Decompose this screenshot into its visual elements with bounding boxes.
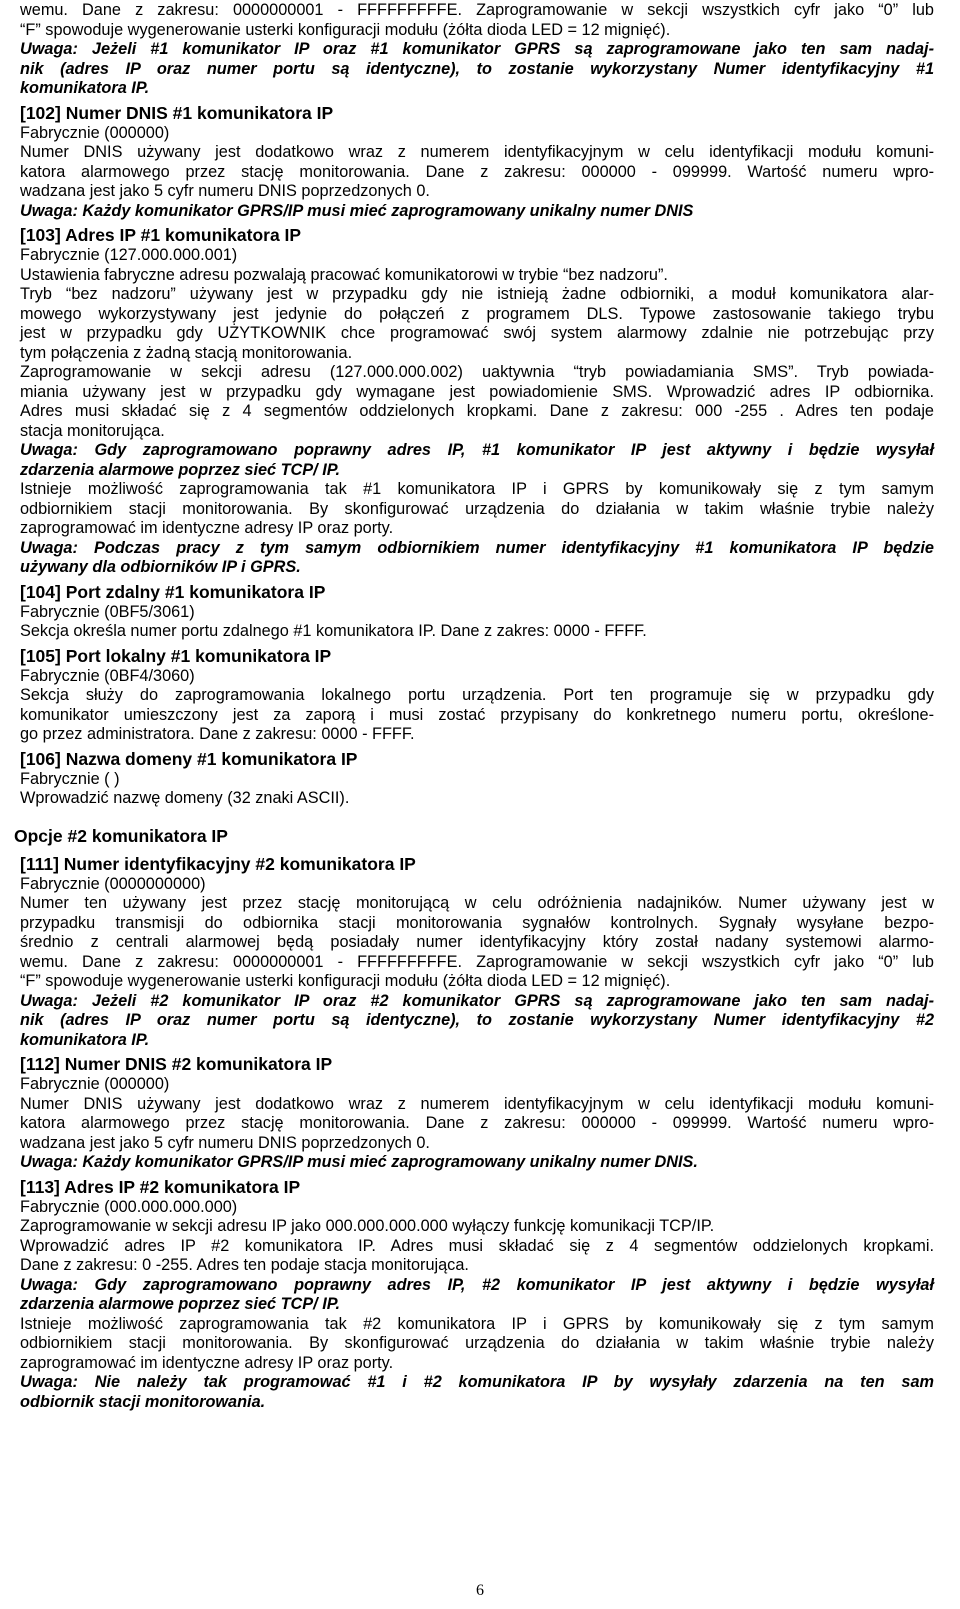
note-line: Uwaga: Jeżeli #2 komunikator IP oraz #2 komunikator GPRS są zaprogramowane jako ten sam nadaj-: [20, 991, 934, 1010]
section-106-body: [20, 770, 934, 809]
section-104-title: [104] Port zdalny #1 komunikatora IP: [20, 581, 326, 602]
text-line: Adres musi składać się z 4 segmentów oddzielonych kropkami. Dane z zakresu: 000 -255 . Adres ten podaje: [20, 402, 934, 420]
section-105-title: [105] Port lokalny #1 komunikatora IP: [20, 645, 332, 666]
text-line: Tryb “bez nadzoru” używany jest w przypadku gdy nie istnieją żadne odbiorniki, a moduł komunikatora alar-: [20, 285, 934, 303]
text-line: Wprowadzić nazwę domeny (32 znaki ASCII).: [20, 789, 350, 807]
default-value: Fabrycznie ( ): [20, 769, 120, 788]
section-103-title: [103] Adres IP #1 komunikatora IP: [20, 225, 302, 245]
text-line: średnio z centrali alarmowej będą posiadały numer identyfikacyjny który został nadany systemowi alarmo-: [20, 933, 934, 951]
default-value: Fabrycznie (0BF5/3061): [20, 602, 195, 621]
text-line: Numer DNIS używany jest dodatkowo wraz z numerem identyfikacyjnym w celu identyfikacji modułu komuni-: [20, 1094, 934, 1113]
section-113-note-2: [20, 1373, 934, 1412]
text-line: wadzana jest jako 5 cyfr numeru DNIS poprzedzonych 0.: [20, 182, 430, 200]
default-value: Fabrycznie (000000): [20, 123, 170, 142]
default-value: Fabrycznie (0000000000): [20, 874, 206, 893]
section-103-sms: [20, 363, 934, 441]
document-page: [14, 0, 934, 1412]
note-line: zdarzenia alarmowe poprzez sieć TCP/ IP.: [20, 460, 341, 479]
text-line: Istnieje możliwość zaprogramowania tak #2 komunikatora IP i GPRS by komunikowały się z tym samym: [20, 1314, 934, 1333]
text-line: komunikator umieszczony jest za zaporą i musi zostać przypisany do konkretnego numeru portu, określone-: [20, 705, 934, 724]
section-103-note-1: [20, 441, 934, 480]
text-line: Ustawienia fabryczne adresu pozwalają pracować komunikatorowi w trybie “bez nadzoru”.: [20, 265, 668, 284]
text-line: mowego wykorzystywany jest jedynie do połączeń z programem DLS. Typowe zastosowanie takiego trybu: [20, 304, 934, 323]
text-line: go przez administratora. Dane z zakresu: 0000 - FFFF.: [20, 725, 415, 743]
text-line: katora alarmowego przez stację monitorowania. Dane z zakresu: 000000 - 099999. Wartość numeru wpro-: [20, 1114, 934, 1132]
text-line: zaprogramować im identyczne adresy IP oraz porty.: [20, 1353, 394, 1372]
note-line: Uwaga: Podczas pracy z tym samym odbiornikiem numer identyfikacyjny #1 komunikatora IP będzie: [20, 538, 934, 557]
note-line: Uwaga: Gdy zaprogramowano poprawny adres IP, #2 komunikator IP jest aktywny i będzie wysyłał: [20, 1275, 934, 1294]
text-line: Dane z zakresu: 0 -255. Adres ten podaje stacja monitorująca.: [20, 1256, 469, 1274]
intro-paragraph: [20, 1, 934, 40]
default-value: Fabrycznie (0BF4/3060): [20, 666, 195, 685]
section-112-body: [20, 1075, 934, 1153]
page-number: 6: [476, 1582, 484, 1599]
note-line: odbiornik stacji monitorowania.: [20, 1392, 266, 1411]
section-104-body: [20, 603, 934, 642]
text-line: stacja monitorująca.: [20, 421, 165, 440]
note-line: używany dla odbiorników IP i GPRS.: [20, 558, 301, 576]
note-line: nik (adres IP oraz numer portu są identyczne), to zostanie wykorzystany Numer identyfikacyjny #1: [20, 59, 934, 78]
section-111-body: [20, 875, 934, 992]
section-102-body: [20, 143, 934, 202]
note-line: komunikatora IP.: [20, 1030, 150, 1049]
note-line: Uwaga: Każdy komunikator GPRS/IP musi mieć zaprogramowany unikalny numer DNIS: [20, 201, 694, 220]
section-102-default: [20, 124, 934, 144]
text-line: odbiornikiem stacji monitorowania. By skonfigurować urządzenia do działania w takim właśnie trybie należy: [20, 499, 934, 518]
section-111-note: [20, 992, 934, 1051]
note-line: zdarzenia alarmowe poprzez sieć TCP/ IP.: [20, 1295, 341, 1313]
text-line: Zaprogramowanie w sekcji adresu IP jako 000.000.000.000 wyłączy funkcję komunikacji TCP/IP.: [20, 1217, 715, 1235]
text-line: tym połączenia z żadną stacją monitorowania.: [20, 343, 353, 362]
section-105-body: [20, 667, 934, 745]
text-line: Istnieje możliwość zaprogramowania tak #1 komunikatora IP i GPRS by komunikowały się z tym samym: [20, 480, 934, 498]
text-line: wemu. Dane z zakresu: 0000000001 - FFFFFFFFFE. Zaprogramowanie w sekcji wszystkich cyfr jako “0” lub: [20, 952, 934, 971]
section-102-title: [102] Numer DNIS #1 komunikatora IP: [20, 102, 334, 123]
note-line: Uwaga: Gdy zaprogramowano poprawny adres IP, #1 komunikator IP jest aktywny i będzie wysyłał: [20, 441, 934, 459]
text-line: Wprowadzić adres IP #2 komunikatora IP. Adres musi składać się z 4 segmentów oddzielonych kropkami.: [20, 1236, 934, 1255]
section-113-note-1: [20, 1276, 934, 1315]
text-line: miania używany jest w przypadku gdy wymagane jest powiadomienie SMS. Wprowadzić adres IP odbiornika.: [20, 382, 934, 401]
default-value: Fabrycznie (000.000.000.000): [20, 1197, 238, 1216]
text-line: odbiornikiem stacji monitorowania. By skonfigurować urządzenia do działania w takim właśnie trybie należy: [20, 1334, 934, 1352]
section-106-title: [106] Nazwa domeny #1 komunikatora IP: [20, 748, 358, 769]
default-value: Fabrycznie (127.000.000.001): [20, 246, 238, 264]
text-line: przypadku transmisji do odbiornika stacji monitorowania sygnałów kontrolnych. Sygnały wysyłane bezpo-: [20, 913, 934, 932]
text-line: wemu. Dane z zakresu: 0000000001 - FFFFFFFFFE. Zaprogramowanie w sekcji wszystkich cyfr jako “0” lub: [20, 1, 934, 19]
note-line: komunikatora IP.: [20, 79, 150, 97]
text-line: Numer DNIS używany jest dodatkowo wraz z numerem identyfikacyjnym w celu identyfikacji modułu komuni-: [20, 143, 934, 161]
section-113-body: [20, 1198, 934, 1276]
section-113-shared-receiver: [20, 1315, 934, 1374]
note-line: nik (adres IP oraz numer portu są identyczne), to zostanie wykorzystany Numer identyfikacyjny #2: [20, 1011, 934, 1029]
section-102-note: [20, 202, 934, 222]
text-line: Sekcja służy do zaprogramowania lokalnego portu urządzenia. Port ten programuje się w przypadku gdy: [20, 686, 934, 704]
section-113-title: [113] Adres IP #2 komunikatora IP: [20, 1176, 301, 1197]
text-line: Zaprogramowanie w sekcji adresu (127.000.000.002) uaktywnia “tryb powiadamiania SMS”. Tryb powiada-: [20, 363, 934, 381]
text-line: “F” spowoduje wygenerowanie usterki konfiguracji modułu (żółta dioda LED = 12 mignięć).: [20, 972, 671, 990]
section-112-title: [112] Numer DNIS #2 komunikatora IP: [20, 1054, 333, 1074]
text-line: “F” spowoduje wygenerowanie usterki konfiguracji modułu (żółta dioda LED = 12 mignięć).: [20, 20, 671, 39]
section-111-title: [111] Numer identyfikacyjny #2 komunikatora IP: [20, 853, 416, 874]
section-103-note-2: [20, 539, 934, 578]
text-line: Sekcja określa numer portu zdalnego #1 komunikatora IP. Dane z zakres: 0000 - FFFF.: [20, 622, 647, 640]
options-2-heading: Opcje #2 komunikatora IP: [14, 825, 228, 846]
note-line: Uwaga: Jeżeli #1 komunikator IP oraz #1 komunikator GPRS są zaprogramowane jako ten sam nadaj-: [20, 40, 934, 58]
section-103-unsupervised: [20, 285, 934, 363]
text-line: jest w przypadku gdy UŻYTKOWNIK chce programować swój system alarmowy zdalnie nie potrzebując przy: [20, 324, 934, 342]
intro-note: [20, 40, 934, 99]
default-value: Fabrycznie (000000): [20, 1075, 170, 1093]
text-line: wadzana jest jako 5 cyfr numeru DNIS poprzedzonych 0.: [20, 1133, 430, 1152]
section-103-default: [20, 246, 934, 285]
text-line: katora alarmowego przez stację monitorowania. Dane z zakresu: 000000 - 099999. Wartość numeru wpro-: [20, 162, 934, 181]
section-112-note: [20, 1153, 934, 1173]
text-line: Numer ten używany jest przez stację monitorującą w celu odróżnienia nadajników. Numer używany jest w: [20, 894, 934, 912]
note-line: Uwaga: Nie należy tak programować #1 i #2 komunikatora IP by wysyłały zdarzenia na ten sam: [20, 1373, 934, 1391]
text-line: zaprogramować im identyczne adresy IP oraz porty.: [20, 519, 394, 537]
section-103-shared-receiver: [20, 480, 934, 539]
note-line: Uwaga: Każdy komunikator GPRS/IP musi mieć zaprogramowany unikalny numer DNIS.: [20, 1153, 698, 1171]
